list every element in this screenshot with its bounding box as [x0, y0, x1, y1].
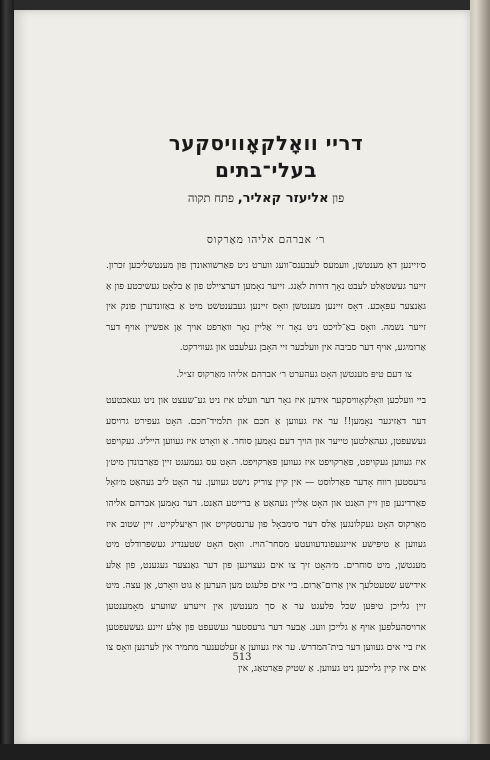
byline-prefix: פון [332, 191, 345, 205]
article [106, 130, 426, 679]
paragraph-1: ס׳זיינען דאָ מענטשן, וועמעס לעבענס־וועג ווערט ניט פאַרשוואונדן פון מענטשליכען זכרון. זייער געשטאַלט לעבט נאָך דורות לאַנג. זייער נאָמען דערציילט פון אַ בלאָט געשיכטע פון אַ גאַנצער עפּאָכע. דאָס זיינען מענטשן וואָס זיינען געבענטשט מיט אַ באַזונדערן פונק אין זייער נשמה. וואָס באַ־לויכט ניט נאָר זיי אַליין נאָר וואַרפט אויך אַן אפשיין אויף דער אַרומיגע, אויף דער סביבה אין וועלכער זיי האָבן געלעבט און געווירקט. [106, 260, 426, 354]
book-page [14, 10, 470, 744]
paragraph-2: ביי וועלכען וואָלקאָוויסקער אידען איז גאָר דער וועלט איז ניט גע־שעצט און ניט געאכטעט דער דאַזיגער נאָמען!! ער איז געווען אַ חכם און תלמיד־חכם. האָט געפירט גרויסע געשעפטן, געהאַלטען טייער און הויך דעם נאָמען סוחר. אַ וואָרט איז געווען הייליג. געקויפט איז געווען געקויפט, פאַרקויפט איז געווען פאַרקויפט. האָט עס געמעגט זיין פאַרבונדן מיט׳ן גרעסטען רווח אָדער פאַרלוסט — אין קיין צוריק נישט געווען. ער האָט ליב געהאַט מ׳זאָל פאַרדינען פון זיין האַנט און האָט אַליין געהאַט אַ ברייטע האַנט. דער נאָמען אברהם אליהו מאַרקוס האָט געקלונגען אַלס דער סימבאָל פון ערנסטקייט און ראַיעלקייט. זיין שטוב איז געווען אַ טיפּישע איינגעפונדעוועטע מסחר־הויז. וואָס האָט שטענדיג געשפּרודלט מיט מענטשן, מיט סוחרים. מ׳האָט זיך צו אים געצויגען פון דער גאַנצער געגענט, פון אַלע אידישע שטעטלעך אין אַרום־אַרום. ביי אים פלעגט מען הערען אַ גוט וואָרט, אַן עצה. מיט זיין גלייכן טיפּען שכל פלעגט ער אַ סך מענטשן אין זייערע שווערע מאָמענטען ארויסהעלפען אויף אַ גלייכן וועג. אַבער דער גרעסטער געשעפט פון אַלע זיינע געשעפטען איז ביי אים געווען דער בית־המדרש. ער איז געווען אַ זעלטענער מתמיד אין לערנען וואָס צו אים איז קיין גלייכען ניט געווען. אַ שטיק פּאַרטאַג, אין [106, 394, 426, 674]
book-binding [0, 0, 14, 760]
page-stack-edge [470, 0, 490, 760]
section-heading: ר׳ אברהם אליהו מאַרקוס [206, 234, 326, 246]
article-title [106, 130, 426, 184]
page-number: 513 [232, 652, 252, 663]
bottom-shadow [0, 744, 490, 760]
title-line-2: בעלי־בתים [215, 158, 317, 182]
title-line-1: דריי וואָלקאָוויסקער [168, 131, 364, 155]
byline [106, 191, 426, 206]
author-location: פתח תקוה [187, 191, 235, 205]
dedication-note: צו דעם טיפּ מענטשן האָט געהערט ר׳ אברהם אליהו מאַרקוס זצ״ל. [176, 368, 412, 380]
author-name: אליעזר קאליר, [237, 191, 329, 206]
